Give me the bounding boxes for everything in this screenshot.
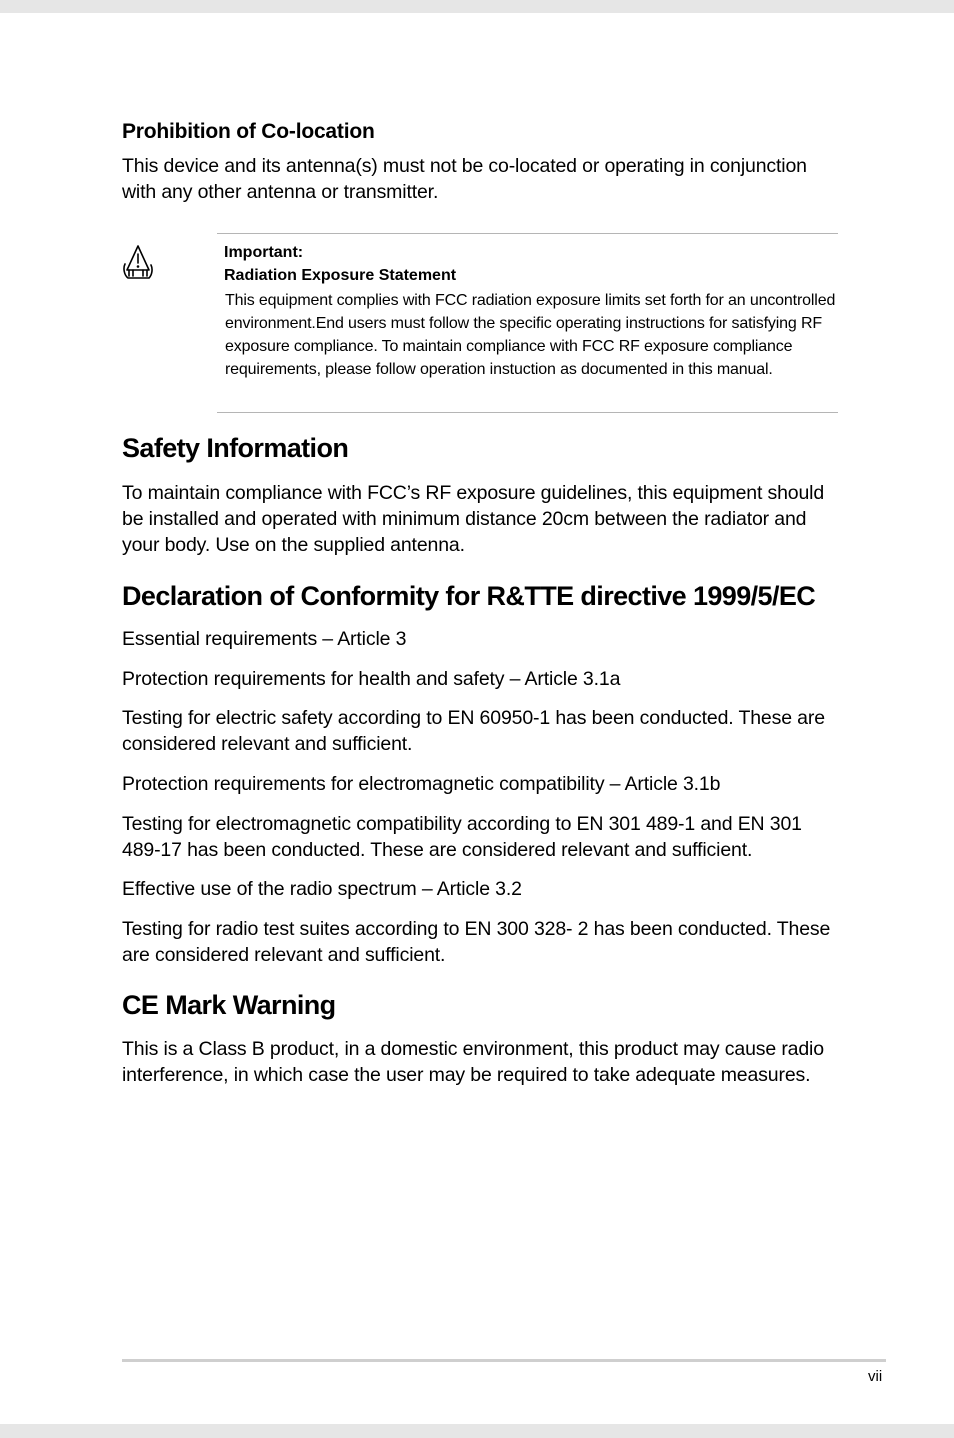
- note-text: This equipment complies with FCC radiation exposure limits set forth for an uncontrolled environment.End users must follow the specific operating instructions for satisfying RF exposure compliance. To maintain compliance with FCC RF exposure compliance requirements, please follow operation instuction as documented in this manual.: [225, 292, 836, 378]
- declaration-paragraph: Testing for electric safety according to EN 60950-1 has been conducted. These are considered relevant and sufficient.: [122, 707, 825, 755]
- footer-divider: [122, 1359, 886, 1362]
- document-page: [0, 13, 954, 1424]
- declaration-paragraph: Protection requirements for electromagnetic compatibility – Article 3.1b: [122, 773, 721, 795]
- page-number: vii: [868, 1368, 883, 1385]
- ce-mark-heading: CE Mark Warning: [122, 990, 336, 1020]
- declaration-paragraph: Testing for radio test suites according to EN 300 328- 2 has been conducted. These are considered relevant and sufficient.: [122, 918, 831, 966]
- note-label: Important:: [224, 244, 304, 261]
- declaration-heading: Declaration of Conformity for R&TTE directive 1999/5/EC: [122, 581, 816, 611]
- hand-with-exclamation-note-icon: [122, 242, 156, 282]
- declaration-paragraph: Effective use of the radio spectrum – Article 3.2: [122, 878, 522, 900]
- note-subtitle: Radiation Exposure Statement: [224, 267, 457, 284]
- colocation-text: This device and its antenna(s) must not be co-located or operating in conjunction with any other antenna or transmitter.: [122, 155, 807, 203]
- important-note-box: [217, 233, 838, 413]
- safety-heading: Safety Information: [122, 433, 349, 463]
- declaration-paragraph: Essential requirements – Article 3: [122, 628, 407, 650]
- colocation-heading: Prohibition of Co-location: [122, 120, 375, 143]
- declaration-paragraph: Protection requirements for health and safety – Article 3.1a: [122, 668, 621, 690]
- safety-text: To maintain compliance with FCC’s RF exposure guidelines, this equipment should be installed and operated with minimum distance 20cm between the radiator and your body. Use on the supplied antenna.: [122, 482, 825, 556]
- declaration-paragraph: Testing for electromagnetic compatibility according to EN 301 489-1 and EN 301 489-17 has been conducted. These are considered relevant and sufficient.: [122, 813, 802, 861]
- ce-mark-text: This is a Class B product, in a domestic environment, this product may cause radio interference, in which case the user may be required to take adequate measures.: [122, 1038, 824, 1086]
